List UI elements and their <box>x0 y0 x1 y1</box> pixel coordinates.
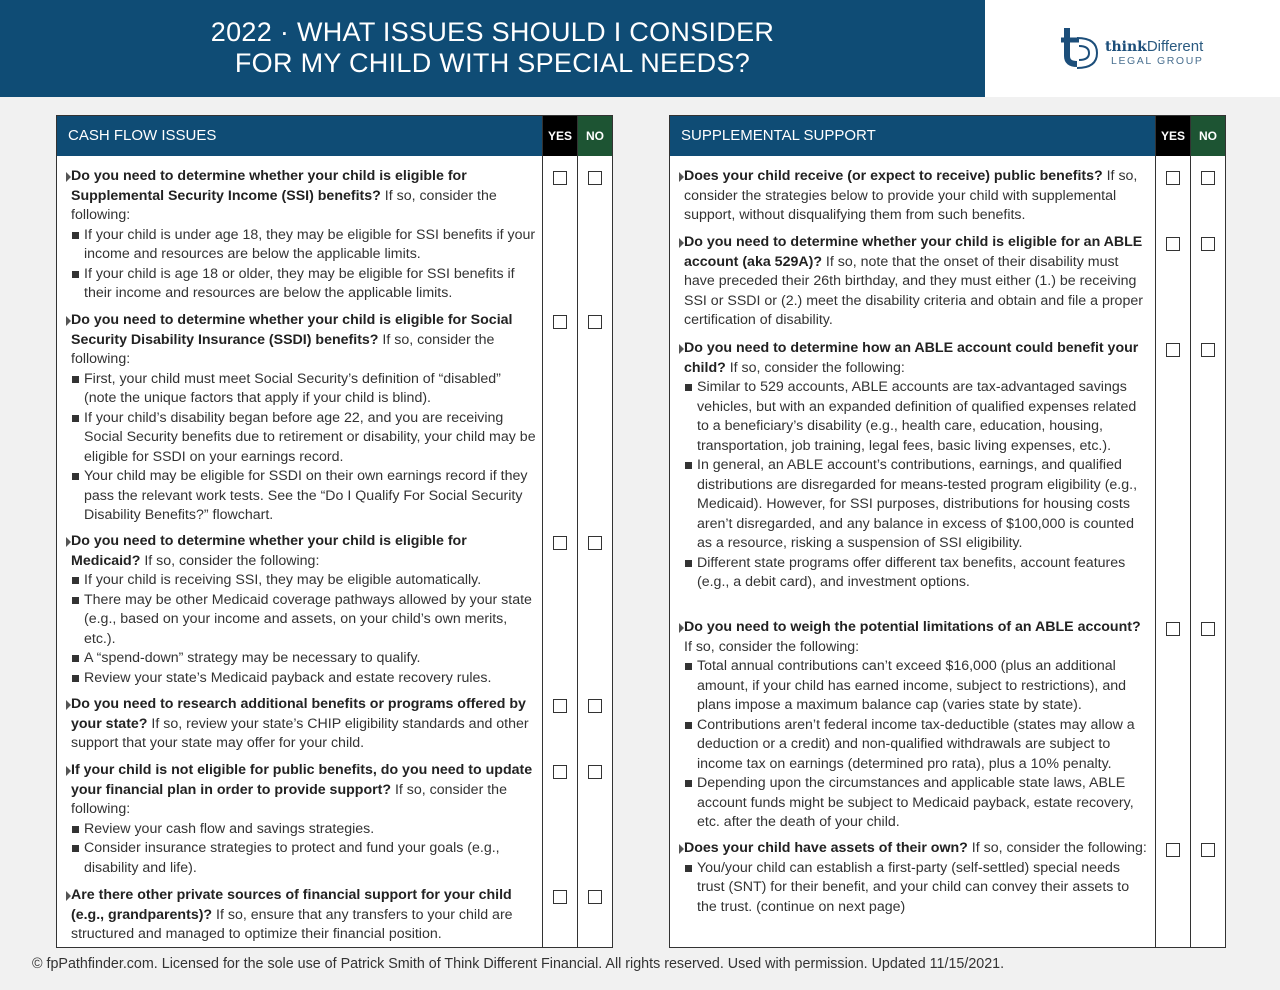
no-checkbox[interactable] <box>588 171 602 185</box>
bullet-item: Total annual contributions can’t exceed $16,000 (plus an additional amount, if your child has earned income, subject to restrictions), and plans impose a maximum balance cap (varies state by state). <box>684 657 1149 716</box>
question-title: Does your child receive (or expect to receive) public benefits? <box>684 168 1103 184</box>
supplemental-support-panel <box>669 115 1226 948</box>
bullet-list <box>71 571 536 688</box>
item-marker-icon <box>66 537 71 547</box>
question-title: Do you need to determine whether your child is eligible for Social Security Disability Insurance (SSDI) benefits? <box>71 312 513 348</box>
no-checkbox[interactable] <box>1201 237 1215 251</box>
question-item <box>71 695 536 754</box>
bullet-item: A “spend-down” strategy may be necessary to qualify. <box>71 649 536 669</box>
item-marker-icon <box>679 623 684 633</box>
question-item <box>684 618 1149 833</box>
bullet-item: Contributions aren’t federal income tax-deductible (states may allow a deduction or a credit) and non-qualified withdrawals are subject to income tax on earnings (determined pro rata), plus a 10% penalty. <box>684 716 1149 775</box>
page-title: 2022 · WHAT ISSUES SHOULD I CONSIDER FOR MY CHILD WITH SPECIAL NEEDS? <box>210 17 775 78</box>
bullet-list <box>684 859 1149 918</box>
item-marker-icon <box>679 344 684 354</box>
question-title: Do you need to determine whether your child is eligible for Medicaid? <box>71 533 467 569</box>
bullet-item: Review your cash flow and savings strategies. <box>71 820 536 840</box>
question-item <box>684 339 1149 593</box>
yes-checkbox[interactable] <box>1166 343 1180 357</box>
item-marker-icon <box>66 316 71 326</box>
bullet-item: Consider insurance strategies to protect and fund your goals (e.g., disability and life). <box>71 839 536 878</box>
bullet-item: If your child’s disability began before age 22, and you are receiving Social Security benefits due to retirement or disability, your child may be eligible for SSDI on your earnings record. <box>71 409 536 468</box>
question-text: If so, consider the following: <box>71 781 507 817</box>
panel-heading: CASH FLOW ISSUES <box>57 116 543 156</box>
cash-flow-panel <box>56 115 613 948</box>
yes-checkbox[interactable] <box>553 171 567 185</box>
panel-heading: SUPPLEMENTAL SUPPORT <box>670 116 1156 156</box>
no-checkbox[interactable] <box>1201 171 1215 185</box>
bullet-item: Review your state’s Medicaid payback and estate recovery rules. <box>71 669 536 689</box>
bullet-list <box>684 657 1149 833</box>
yes-checkbox[interactable] <box>1166 237 1180 251</box>
no-checkbox[interactable] <box>588 315 602 329</box>
question-text: If so, consider the strategies below to provide your child with supplemental support, without disqualifying them from such benefits. <box>684 168 1138 223</box>
yes-checkbox[interactable] <box>553 536 567 550</box>
question-item <box>71 886 536 945</box>
bullet-item: There may be other Medicaid coverage pathways allowed by your state (e.g., based on your income and assets, on your child’s own merits, etc.). <box>71 591 536 650</box>
question-title: Do you need to research additional benefits or programs offered by your state? <box>71 696 526 732</box>
question-title: Do you need to determine whether your child is eligible for an ABLE account (aka 529A)? <box>684 234 1143 270</box>
logo: thinkDifferent LEGAL GROUP <box>985 0 1280 97</box>
item-marker-icon <box>66 891 71 901</box>
question-title: If your child is not eligible for public benefits, do you need to update your financial plan in order to provide support? <box>71 762 533 798</box>
item-marker-icon <box>679 238 684 248</box>
no-checkbox[interactable] <box>588 536 602 550</box>
bullet-item: Your child may be eligible for SSDI on their own earnings record if they pass the relevant work tests. See the “Do I Qualify For Social Security Disability Benefits?” flowchart. <box>71 467 536 526</box>
question-title: Do you need to weigh the potential limitations of an ABLE account? <box>684 619 1141 635</box>
bullet-item: If your child is receiving SSI, they may be eligible automatically. <box>71 571 536 591</box>
yes-checkbox[interactable] <box>1166 622 1180 636</box>
bullet-item: If your child is under age 18, they may be eligible for SSI benefits if your income and resources are below the applicable limits. <box>71 226 536 265</box>
question-text: If so, ensure that any transfers to your child are structured and managed to optimize their financial position. <box>71 906 513 942</box>
td-logo-icon <box>1059 26 1101 70</box>
bullet-item: Depending upon the circumstances and applicable state laws, ABLE account funds might be subject to Medicaid payback, estate recovery, etc. after the death of your child. <box>684 774 1149 833</box>
yes-column-label: YES <box>543 116 577 156</box>
bullet-item: You/your child can establish a first-party (self-settled) special needs trust (SNT) for their benefit, and your child can convey their assets to the trust. (continue on next page) <box>684 859 1149 918</box>
no-checkbox[interactable] <box>588 890 602 904</box>
question-text: If so, note that the onset of their disability must have preceded their 26th birthday, and they must either (1.) be receiving SSI or SSDI or (2.) meet the disability criteria and obtain and file a proper certification of disability. <box>684 253 1143 328</box>
no-column-label: NO <box>1191 116 1225 156</box>
question-title: Do you need to determine whether your child is eligible for Supplemental Security Income (SSI) benefits? <box>71 168 467 204</box>
question-item <box>684 167 1149 226</box>
question-item <box>684 839 1149 917</box>
item-marker-icon <box>66 172 71 182</box>
no-checkbox[interactable] <box>1201 343 1215 357</box>
bullet-item: In general, an ABLE account’s contributions, earnings, and qualified distributions are disregarded for means-tested program eligibility (e.g., Medicaid). However, for SSI purposes, distributions for housing costs aren’t disregarded, and any balance in excess of $100,000 is counted as a resource, risking a suspension of SSI eligibility. <box>684 456 1149 554</box>
question-text: If so, consider the following: <box>967 840 1147 856</box>
no-column-label: NO <box>578 116 612 156</box>
no-checkbox[interactable] <box>588 699 602 713</box>
item-marker-icon <box>66 700 71 710</box>
header-banner <box>0 0 985 97</box>
question-item <box>71 311 536 526</box>
question-text: If so, consider the following: <box>71 187 497 223</box>
no-checkbox[interactable] <box>1201 843 1215 857</box>
item-marker-icon <box>66 766 71 776</box>
question-text: If so, consider the following: <box>725 359 905 376</box>
yes-checkbox[interactable] <box>1166 171 1180 185</box>
footer-copyright: © fpPathfinder.com. Licensed for the sole use of Patrick Smith of Think Different Financial. All rights reserved. Used with permission. Updated 11/15/2021. <box>32 956 1005 972</box>
item-marker-icon <box>679 844 684 854</box>
no-checkbox[interactable] <box>588 765 602 779</box>
question-text: If so, review your state’s CHIP eligibility standards and other support that your state may offer for your child. <box>71 715 529 751</box>
bullet-list <box>684 378 1149 593</box>
question-text: If so, consider the following: <box>140 552 320 569</box>
question-item <box>71 167 536 304</box>
bullet-item: Similar to 529 accounts, ABLE accounts are tax-advantaged savings vehicles, but with an expanded definition of qualified expenses related to a beneficiary’s disability (e.g., health care, education, housing, transportation, job training, legal fees, basic living expenses, etc.). <box>684 378 1149 456</box>
bullet-list <box>71 820 536 879</box>
question-item <box>71 532 536 688</box>
item-marker-icon <box>679 172 684 182</box>
yes-checkbox[interactable] <box>553 765 567 779</box>
question-title: Are there other private sources of financial support for your child (e.g., grandparents)? <box>71 887 512 923</box>
yes-checkbox[interactable] <box>553 699 567 713</box>
question-item <box>684 233 1149 331</box>
yes-column-label: YES <box>1156 116 1190 156</box>
question-text: If so, consider the following: <box>684 638 860 655</box>
question-text: If so, consider the following: <box>71 331 495 367</box>
question-title: Does your child have assets of their own? <box>684 840 968 856</box>
question-title: Do you need to determine how an ABLE account could benefit your child? <box>684 340 1139 376</box>
bullet-item: First, your child must meet Social Security’s definition of “disabled” (note the unique factors that apply if your child is blind). <box>71 370 536 409</box>
bullet-list <box>71 370 536 526</box>
yes-checkbox[interactable] <box>1166 843 1180 857</box>
yes-checkbox[interactable] <box>553 315 567 329</box>
bullet-item: If your child is age 18 or older, they may be eligible for SSI benefits if their income and resources are below the applicable limits. <box>71 265 536 304</box>
yes-checkbox[interactable] <box>553 890 567 904</box>
question-item <box>71 761 536 878</box>
bullet-list <box>71 226 536 304</box>
bullet-item: Different state programs offer different tax benefits, account features (e.g., a debit card), and investment options. <box>684 554 1149 593</box>
no-checkbox[interactable] <box>1201 622 1215 636</box>
